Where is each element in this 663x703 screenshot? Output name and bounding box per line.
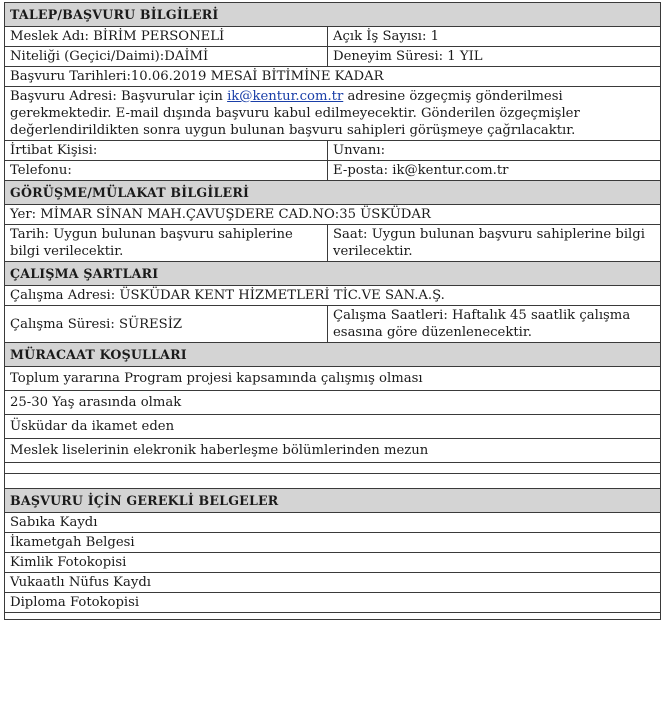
job-posting-form <box>4 2 660 620</box>
section-header-gorusme: GÖRÜŞME/MÜLAKAT BİLGİLERİ <box>5 181 661 205</box>
basvuru-email-link[interactable]: ik@kentur.com.tr <box>227 89 344 104</box>
meslek-adi-cell: Meslek Adı: BİRİM PERSONELİ <box>5 27 328 47</box>
belge-item: Kimlik Fotokopisi <box>5 553 661 573</box>
gorusme-saat-cell: Saat: Uygun bulunan başvuru sahiplerine bilgi verilecektir. <box>328 225 661 262</box>
belge-item: Diploma Fotokopisi <box>5 593 661 613</box>
irtibat-kisisi-cell: İrtibat Kişisi: <box>5 141 328 161</box>
muracaat-kosul-item: Toplum yararına Program projesi kapsamında çalışmış olması <box>5 367 661 391</box>
unvani-cell: Unvanı: <box>328 141 661 161</box>
gorusme-yer-cell: Yer: MİMAR SİNAN MAH.ÇAVUŞDERE CAD.NO:35 ÜSKÜDAR <box>5 205 661 225</box>
belge-item: Vukaatlı Nüfus Kaydı <box>5 573 661 593</box>
section-header-calisma: ÇALIŞMA ŞARTLARI <box>5 262 661 286</box>
basvuru-adresi-suffix: adresine özgeçmiş gönderilmesi gerekmektedir. E-mail dışında başvuru kabul edilmeyecektir. Gönderilen özgeçmişler değerlendirildikten sonra uygun bulunan başvuru sahipleri görüşmeye çağrılacaktır. <box>10 89 580 138</box>
muracaat-kosul-item: 25-30 Yaş arasında olmak <box>5 391 661 415</box>
belge-item: Sabıka Kaydı <box>5 513 661 533</box>
empty-row <box>5 474 661 489</box>
acik-is-sayisi-cell: Açık İş Sayısı: 1 <box>328 27 661 47</box>
basvuru-adresi-prefix: Başvuru Adresi: Başvurular için <box>10 89 228 104</box>
deneyim-suresi-cell: Deneyim Süresi: 1 YIL <box>328 47 661 67</box>
empty-row <box>5 613 661 620</box>
job-posting-table <box>4 2 661 620</box>
gorusme-tarih-cell: Tarih: Uygun bulunan başvuru sahiplerine bilgi verilecektir. <box>5 225 328 262</box>
section-header-talep: TALEP/BAŞVURU BİLGİLERİ <box>5 3 661 27</box>
calisma-saatleri-cell: Çalışma Saatleri: Haftalık 45 saatlik çalışma esasına göre düzenlenecektir. <box>328 306 661 343</box>
telefonu-cell: Telefonu: <box>5 161 328 181</box>
section-header-muracaat: MÜRACAAT KOŞULLARI <box>5 343 661 367</box>
section-header-belgeler: BAŞVURU İÇİN GEREKLİ BELGELER <box>5 489 661 513</box>
basvuru-tarihleri-cell: Başvuru Tarihleri:10.06.2019 MESAİ BİTİMİNE KADAR <box>5 67 661 87</box>
calisma-adresi-cell: Çalışma Adresi: ÜSKÜDAR KENT HİZMETLERİ TİC.VE SAN.A.Ş. <box>5 286 661 306</box>
eposta-cell: E-posta: ik@kentur.com.tr <box>328 161 661 181</box>
muracaat-kosul-item: Meslek liselerinin elekronik haberleşme bölümlerinden mezun <box>5 439 661 463</box>
empty-row <box>5 463 661 474</box>
muracaat-kosul-item: Üsküdar da ikamet eden <box>5 415 661 439</box>
calisma-suresi-cell: Çalışma Süresi: SÜRESİZ <box>5 306 328 343</box>
basvuru-adresi-cell <box>5 87 661 141</box>
belge-item: İkametgah Belgesi <box>5 533 661 553</box>
niteligi-cell: Niteliği (Geçici/Daimi):DAİMİ <box>5 47 328 67</box>
